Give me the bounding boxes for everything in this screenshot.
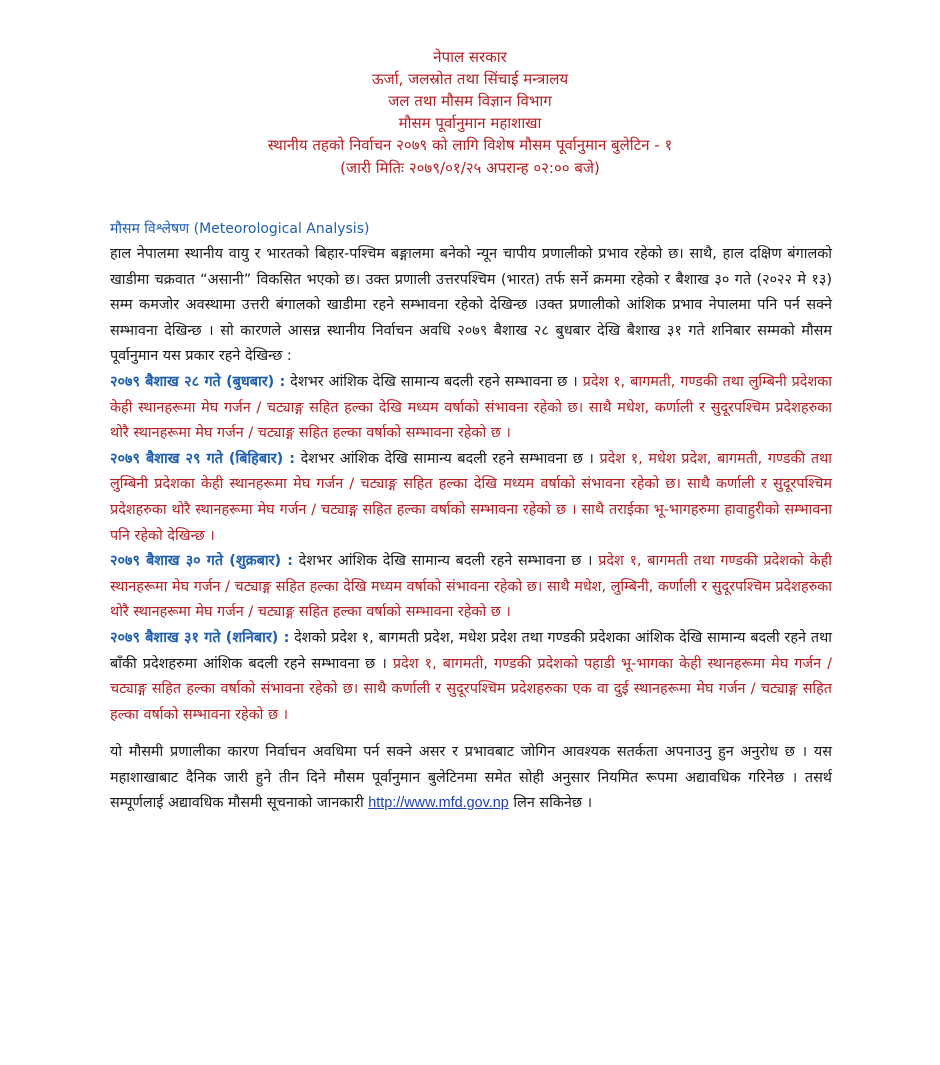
day-general: देशभर आंशिक देखि सामान्य बदली रहने सम्भावना छ । xyxy=(295,450,600,467)
bulletin-title: स्थानीय तहको निर्वाचन २०७९ को लागि विशेष मौसम पूर्वानुमान बुलेटिन - १ xyxy=(267,136,673,154)
ministry-name: ऊर्जा, जलस्रोत तथा सिंचाई मन्त्रालय xyxy=(371,70,569,88)
analysis-heading: मौसम विश्लेषण (Meteorological Analysis) xyxy=(110,221,370,237)
department-name: जल तथा मौसम विज्ञान विभाग xyxy=(388,92,552,110)
issue-date: (जारी मितिः २०७९/०१/२५ अपरान्ह ०२:०० बजे) xyxy=(340,159,600,177)
day-label: २०७९ बैशाख ३१ गते (शनिबार) : xyxy=(110,629,290,646)
day-detail: प्रदेश १, बागमती, गण्डकी प्रदेशको पहाडी भू-भागका केही स्थानहरूमा मेघ गर्जन / चट्याङ्ग सहित हल्का वर्षाको संभावना रहेको छ। साथै कर्णाली र सुदूरपश्चिम प्रदेशहरुका एक वा दुई स्थानहरूमा मेघ गर्जन / चट्याङ्ग सहित हल्का वर्षाको सम्भावना रहेको छ । xyxy=(110,655,833,723)
closing-text: यो मौसमी प्रणालीका कारण निर्वाचन अवधिमा पर्न सक्ने असर र प्रभावबाट जोगिन आवश्यक सतर्कता अपनाउनु हुन अनुरोध छ । यस महाशाखाबाट दैनिक जारी हुने तीन दिने मौसम पूर्वानुमान बुलेटिनमा समेत सोही अनुसार नियमित रूपमा अद्यावधिक गरिनेछ । तसर्थ सम्पूर्णलाई अद्यावधिक मौसमी सूचनाको जानकारी xyxy=(110,744,832,812)
day-label: २०७९ बैशाख २८ गते (बुधबार) : xyxy=(110,373,286,390)
day-detail: प्रदेश १, मधेश प्रदेश, बागमती, गण्डकी तथा लुम्बिनी प्रदेशका केही स्थानहरूमा मेघ गर्जन / चट्याङ्ग सहित हल्का देखि मध्यम वर्षाको संभावना रहेको छ। साथै कर्णाली र सुदूरपश्चिम प्रदेशहरुका थोरै स्थानहरूमा मेघ गर्जन / चट्याङ्ग सहित हल्का वर्षाको सम्भावना रहेको छ । साथै तराईका भू-भागहरुमा हावाहुरीको सम्भावना पनि रहेको देखिन्छ । xyxy=(110,450,833,544)
day-label: २०७९ बैशाख २९ गते (बिहिबार) : xyxy=(110,450,296,467)
day-general: देशको प्रदेश १, बागमती प्रदेश, मधेश प्रदेश तथा गण्डकी प्रदेशका आंशिक देखि सामान्य बदली रहने तथा बाँकी प्रदेशहरुमा आंशिक बदली रहने सम्भावना छ । xyxy=(110,629,832,672)
day-label: २०७९ बैशाख ३० गते (शुक्रबार) : xyxy=(110,553,293,570)
mfd-website-link[interactable]: http://www.mfd.gov.np xyxy=(368,795,509,812)
forecast-day-2 xyxy=(110,447,832,549)
closing-text-end: लिन सकिनेछ । xyxy=(508,795,593,812)
forecast-day-1 xyxy=(110,370,832,447)
day-general: देशभर आंशिक देखि सामान्य बदली रहने सम्भावना छ । xyxy=(285,373,583,390)
government-name: नेपाल सरकार xyxy=(433,48,507,66)
day-detail: प्रदेश १, बागमती तथा गण्डकी प्रदेशको केही स्थानहरूमा मेघ गर्जन / चट्याङ्ग सहित हल्का देखि मध्यम वर्षाको संभावना रहेको छ। साथै मधेश, लुम्बिनी, कर्णाली र सुदूरपश्चिम प्रदेशहरुका थोरै स्थानहरूमा मेघ गर्जन / चट्याङ्ग सहित हल्का वर्षाको सम्भावना रहेको छ । xyxy=(110,553,832,621)
division-name: मौसम पूर्वानुमान महाशाखा xyxy=(398,114,542,132)
analysis-paragraph: हाल नेपालमा स्थानीय वायु र भारतको बिहार-पश्चिम बङ्गालमा बनेको न्यून चापीय प्रणालीको प्रभाव रहेको छ। साथै, हाल दक्षिण बंगालको खाडीमा चक्रवात “असानी” विकसित भएको छ। उक्त प्रणाली उत्तरपश्चिम (भारत) तर्फ सर्ने क्रममा रहेको र बैशाख ३० गते (२०२२ मे १३) सम्म कमजोर अवस्थामा उत्तरी बंगालको खाडीमा रहने सम्भावना रहेको देखिन्छ ।उक्त प्रणालीको आंशिक प्रभाव नेपालमा पनि पर्न सक्ने सम्भावना देखिन्छ । सो कारणले आसन्न स्थानीय निर्वाचन अवधि २०७९ बैशाख २८ बुधबार देखि बैशाख ३१ गते शनिबार सम्मको मौसम पूर्वानुमान यस प्रकार रहने देखिन्छ : xyxy=(110,246,832,365)
forecast-day-4 xyxy=(110,626,832,728)
day-detail: प्रदेश १, बागमती, गण्डकी तथा लुम्बिनी प्रदेशका केही स्थानहरूमा मेघ गर्जन / चट्याङ्ग सहित हल्का देखि मध्यम वर्षाको संभावना रहेको छ। साथै मधेश, कर्णाली र सुदूरपश्चिम प्रदेशहरुका थोरै स्थानहरूमा मेघ गर्जन / चट्याङ्ग सहित हल्का वर्षाको सम्भावना रहेको छ । xyxy=(110,373,833,442)
bulletin-body xyxy=(110,218,832,817)
day-general: देशभर आंशिक देखि सामान्य बदली रहने सम्भावना छ । xyxy=(292,553,599,570)
closing-paragraph xyxy=(110,740,832,817)
bulletin-header xyxy=(0,46,940,179)
forecast-day-3 xyxy=(110,549,832,626)
